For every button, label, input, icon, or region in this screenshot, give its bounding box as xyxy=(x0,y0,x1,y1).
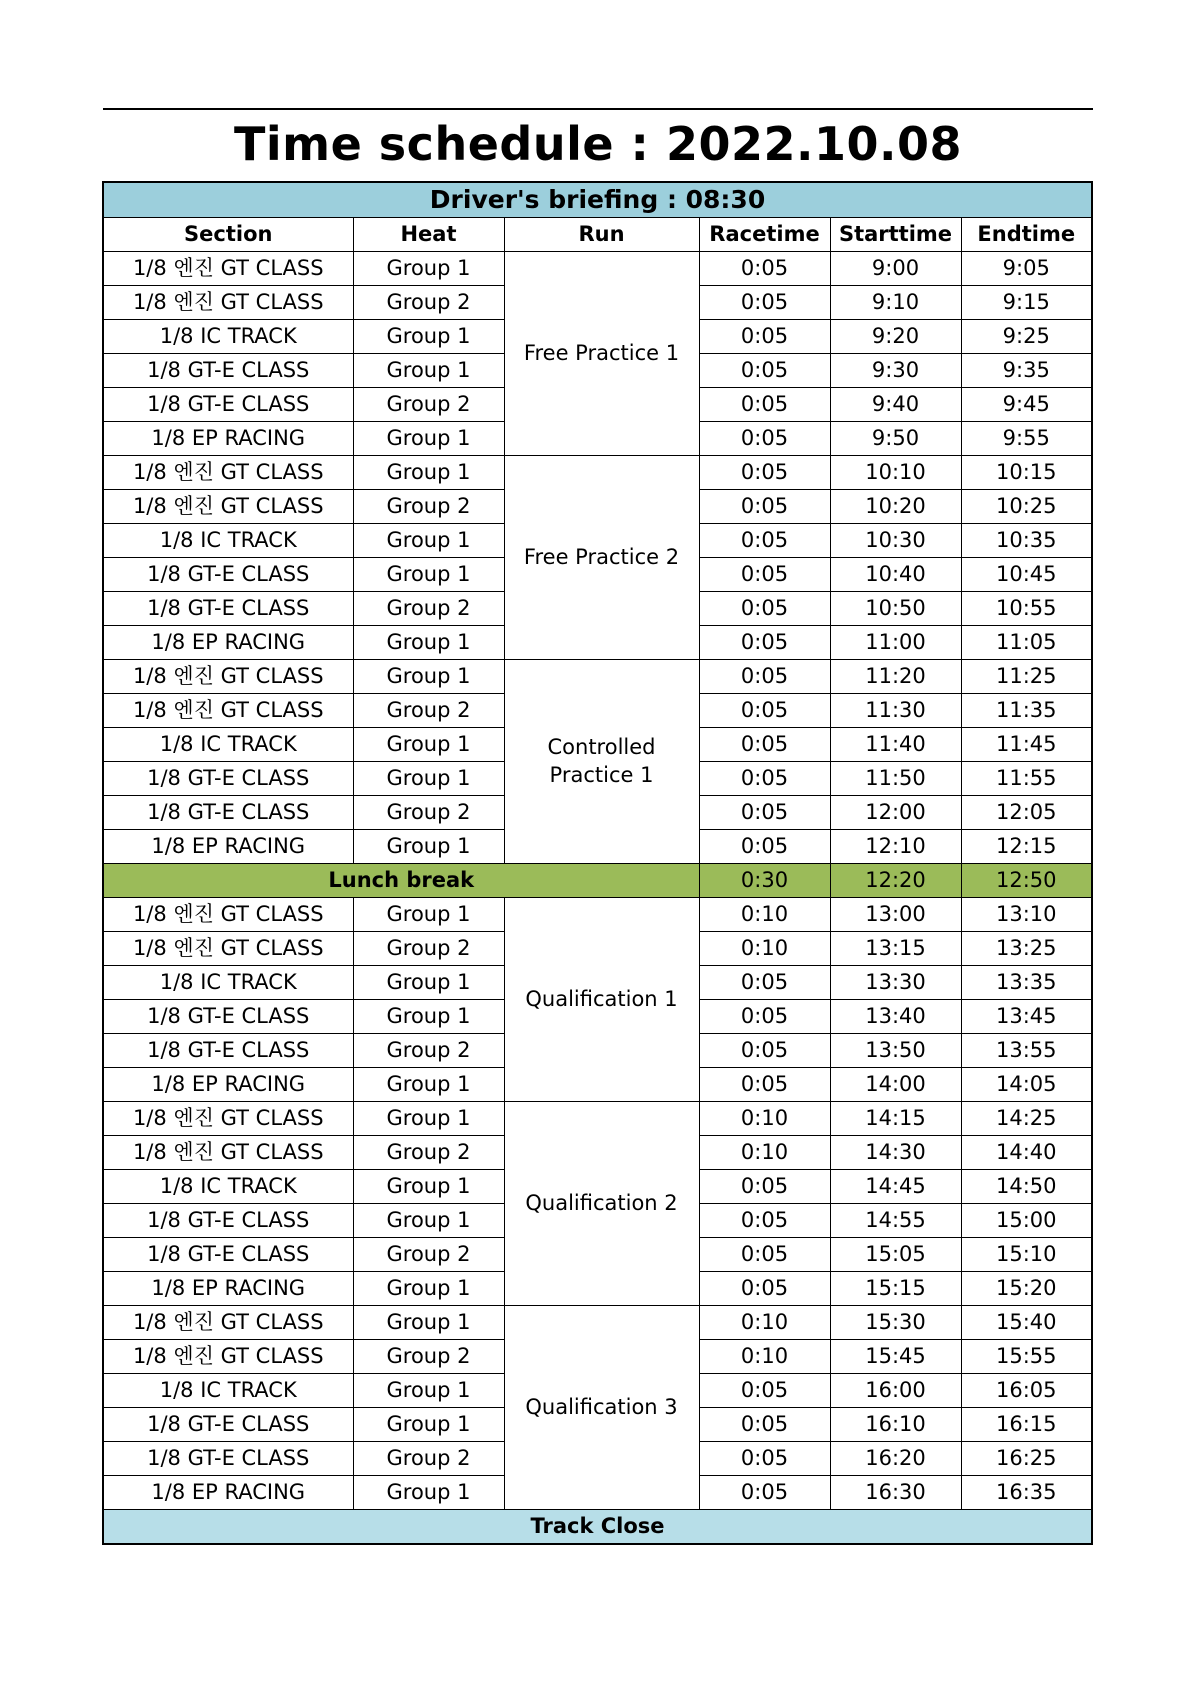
heat-cell: Group 2 xyxy=(353,1441,504,1475)
lunch-starttime: 12:20 xyxy=(830,863,961,897)
heat-cell: Group 2 xyxy=(353,931,504,965)
header-run: Run xyxy=(504,217,699,251)
starttime-cell: 9:40 xyxy=(830,387,961,421)
section-cell: 1/8 EP RACING xyxy=(103,421,353,455)
racetime-cell: 0:05 xyxy=(699,999,830,1033)
run-cell xyxy=(504,659,699,863)
section-cell: 1/8 EP RACING xyxy=(103,829,353,863)
racetime-cell: 0:05 xyxy=(699,1407,830,1441)
header-section: Section xyxy=(103,217,353,251)
starttime-cell: 9:50 xyxy=(830,421,961,455)
section-cell: 1/8 IC TRACK xyxy=(103,319,353,353)
racetime-cell: 0:05 xyxy=(699,523,830,557)
run-label: Free Practice 1 xyxy=(523,341,680,366)
endtime-cell: 9:35 xyxy=(961,353,1092,387)
section-cell: 1/8 엔진 GT CLASS xyxy=(103,1135,353,1169)
run-label: Qualification 1 xyxy=(525,987,678,1012)
section-cell: 1/8 엔진 GT CLASS xyxy=(103,659,353,693)
starttime-cell: 11:40 xyxy=(830,727,961,761)
racetime-cell: 0:05 xyxy=(699,795,830,829)
heat-cell: Group 2 xyxy=(353,1339,504,1373)
section-cell: 1/8 GT-E CLASS xyxy=(103,761,353,795)
starttime-cell: 9:10 xyxy=(830,285,961,319)
section-cell: 1/8 엔진 GT CLASS xyxy=(103,897,353,931)
heat-cell: Group 1 xyxy=(353,523,504,557)
endtime-cell: 9:55 xyxy=(961,421,1092,455)
heat-cell: Group 1 xyxy=(353,1373,504,1407)
heat-cell: Group 1 xyxy=(353,557,504,591)
starttime-cell: 14:15 xyxy=(830,1101,961,1135)
racetime-cell: 0:05 xyxy=(699,1271,830,1305)
heat-cell: Group 1 xyxy=(353,251,504,285)
starttime-cell: 13:30 xyxy=(830,965,961,999)
header-heat: Heat xyxy=(353,217,504,251)
briefing-cell: Driver's briefing : 08:30 xyxy=(103,182,1092,217)
endtime-cell: 13:55 xyxy=(961,1033,1092,1067)
endtime-cell: 16:15 xyxy=(961,1407,1092,1441)
endtime-cell: 10:45 xyxy=(961,557,1092,591)
endtime-cell: 9:05 xyxy=(961,251,1092,285)
header-row xyxy=(103,217,1092,251)
heat-cell: Group 1 xyxy=(353,1169,504,1203)
endtime-cell: 14:25 xyxy=(961,1101,1092,1135)
heat-cell: Group 1 xyxy=(353,727,504,761)
starttime-cell: 11:50 xyxy=(830,761,961,795)
endtime-cell: 9:45 xyxy=(961,387,1092,421)
endtime-cell: 14:40 xyxy=(961,1135,1092,1169)
section-cell: 1/8 EP RACING xyxy=(103,625,353,659)
starttime-cell: 16:00 xyxy=(830,1373,961,1407)
run-cell xyxy=(504,1305,699,1509)
section-cell: 1/8 GT-E CLASS xyxy=(103,1033,353,1067)
lunch-racetime: 0:30 xyxy=(699,863,830,897)
starttime-cell: 9:20 xyxy=(830,319,961,353)
starttime-cell: 14:45 xyxy=(830,1169,961,1203)
section-cell: 1/8 GT-E CLASS xyxy=(103,795,353,829)
section-cell: 1/8 GT-E CLASS xyxy=(103,999,353,1033)
heat-cell: Group 2 xyxy=(353,1237,504,1271)
racetime-cell: 0:05 xyxy=(699,387,830,421)
endtime-cell: 12:15 xyxy=(961,829,1092,863)
endtime-cell: 16:05 xyxy=(961,1373,1092,1407)
table-row xyxy=(103,455,1092,489)
section-cell: 1/8 엔진 GT CLASS xyxy=(103,931,353,965)
heat-cell: Group 1 xyxy=(353,1271,504,1305)
endtime-cell: 11:25 xyxy=(961,659,1092,693)
starttime-cell: 15:05 xyxy=(830,1237,961,1271)
section-cell: 1/8 GT-E CLASS xyxy=(103,1203,353,1237)
heat-cell: Group 1 xyxy=(353,421,504,455)
heat-cell: Group 1 xyxy=(353,1101,504,1135)
endtime-cell: 15:20 xyxy=(961,1271,1092,1305)
section-cell: 1/8 GT-E CLASS xyxy=(103,1237,353,1271)
racetime-cell: 0:05 xyxy=(699,1067,830,1101)
starttime-cell: 11:30 xyxy=(830,693,961,727)
section-cell: 1/8 엔진 GT CLASS xyxy=(103,251,353,285)
racetime-cell: 0:05 xyxy=(699,693,830,727)
starttime-cell: 14:00 xyxy=(830,1067,961,1101)
endtime-cell: 15:00 xyxy=(961,1203,1092,1237)
section-cell: 1/8 GT-E CLASS xyxy=(103,353,353,387)
endtime-cell: 10:25 xyxy=(961,489,1092,523)
table-row xyxy=(103,251,1092,285)
starttime-cell: 11:20 xyxy=(830,659,961,693)
run-label: Qualification 3 xyxy=(525,1395,678,1420)
section-cell: 1/8 엔진 GT CLASS xyxy=(103,489,353,523)
lunch-break-row xyxy=(103,863,1092,897)
starttime-cell: 13:15 xyxy=(830,931,961,965)
racetime-cell: 0:05 xyxy=(699,455,830,489)
lunch-endtime: 12:50 xyxy=(961,863,1092,897)
header-endtime: Endtime xyxy=(961,217,1092,251)
section-cell: 1/8 엔진 GT CLASS xyxy=(103,1101,353,1135)
heat-cell: Group 2 xyxy=(353,489,504,523)
starttime-cell: 14:55 xyxy=(830,1203,961,1237)
table-row xyxy=(103,1305,1092,1339)
section-cell: 1/8 엔진 GT CLASS xyxy=(103,455,353,489)
heat-cell: Group 1 xyxy=(353,455,504,489)
section-cell: 1/8 GT-E CLASS xyxy=(103,591,353,625)
heat-cell: Group 1 xyxy=(353,829,504,863)
page-title: Time schedule : 2022.10.08 xyxy=(234,117,962,171)
section-cell: 1/8 GT-E CLASS xyxy=(103,387,353,421)
section-cell: 1/8 엔진 GT CLASS xyxy=(103,1339,353,1373)
endtime-cell: 16:35 xyxy=(961,1475,1092,1509)
section-cell: 1/8 IC TRACK xyxy=(103,523,353,557)
starttime-cell: 13:40 xyxy=(830,999,961,1033)
endtime-cell: 13:10 xyxy=(961,897,1092,931)
starttime-cell: 16:30 xyxy=(830,1475,961,1509)
endtime-cell: 13:25 xyxy=(961,931,1092,965)
heat-cell: Group 2 xyxy=(353,591,504,625)
starttime-cell: 15:45 xyxy=(830,1339,961,1373)
racetime-cell: 0:05 xyxy=(699,1203,830,1237)
heat-cell: Group 2 xyxy=(353,1033,504,1067)
section-cell: 1/8 EP RACING xyxy=(103,1475,353,1509)
section-cell: 1/8 IC TRACK xyxy=(103,1373,353,1407)
racetime-cell: 0:05 xyxy=(699,1475,830,1509)
endtime-cell: 13:45 xyxy=(961,999,1092,1033)
starttime-cell: 16:10 xyxy=(830,1407,961,1441)
run-cell xyxy=(504,897,699,1101)
section-cell: 1/8 엔진 GT CLASS xyxy=(103,285,353,319)
endtime-cell: 10:35 xyxy=(961,523,1092,557)
racetime-cell: 0:05 xyxy=(699,625,830,659)
heat-cell: Group 1 xyxy=(353,319,504,353)
table-row xyxy=(103,1101,1092,1135)
starttime-cell: 13:00 xyxy=(830,897,961,931)
heat-cell: Group 1 xyxy=(353,625,504,659)
heat-cell: Group 1 xyxy=(353,1203,504,1237)
endtime-cell: 16:25 xyxy=(961,1441,1092,1475)
run-label: Controlled Practice 1 xyxy=(547,734,656,788)
racetime-cell: 0:05 xyxy=(699,761,830,795)
racetime-cell: 0:10 xyxy=(699,1101,830,1135)
run-cell xyxy=(504,455,699,659)
starttime-cell: 10:30 xyxy=(830,523,961,557)
heat-cell: Group 1 xyxy=(353,1407,504,1441)
starttime-cell: 10:50 xyxy=(830,591,961,625)
starttime-cell: 10:40 xyxy=(830,557,961,591)
heat-cell: Group 1 xyxy=(353,897,504,931)
heat-cell: Group 2 xyxy=(353,693,504,727)
racetime-cell: 0:05 xyxy=(699,1169,830,1203)
racetime-cell: 0:10 xyxy=(699,1135,830,1169)
endtime-cell: 14:05 xyxy=(961,1067,1092,1101)
starttime-cell: 12:00 xyxy=(830,795,961,829)
track-close-row xyxy=(103,1509,1092,1544)
section-cell: 1/8 IC TRACK xyxy=(103,965,353,999)
racetime-cell: 0:05 xyxy=(699,353,830,387)
endtime-cell: 15:55 xyxy=(961,1339,1092,1373)
endtime-cell: 15:40 xyxy=(961,1305,1092,1339)
racetime-cell: 0:05 xyxy=(699,965,830,999)
endtime-cell: 10:55 xyxy=(961,591,1092,625)
racetime-cell: 0:05 xyxy=(699,1373,830,1407)
racetime-cell: 0:10 xyxy=(699,1305,830,1339)
racetime-cell: 0:05 xyxy=(699,1033,830,1067)
starttime-cell: 15:15 xyxy=(830,1271,961,1305)
racetime-cell: 0:05 xyxy=(699,557,830,591)
section-cell: 1/8 GT-E CLASS xyxy=(103,1441,353,1475)
table-row xyxy=(103,897,1092,931)
section-cell: 1/8 IC TRACK xyxy=(103,727,353,761)
starttime-cell: 11:00 xyxy=(830,625,961,659)
starttime-cell: 10:10 xyxy=(830,455,961,489)
starttime-cell: 15:30 xyxy=(830,1305,961,1339)
endtime-cell: 11:35 xyxy=(961,693,1092,727)
table-row xyxy=(103,659,1092,693)
heat-cell: Group 1 xyxy=(353,1305,504,1339)
racetime-cell: 0:05 xyxy=(699,659,830,693)
starttime-cell: 14:30 xyxy=(830,1135,961,1169)
section-cell: 1/8 엔진 GT CLASS xyxy=(103,693,353,727)
heat-cell: Group 2 xyxy=(353,387,504,421)
heat-cell: Group 2 xyxy=(353,795,504,829)
endtime-cell: 10:15 xyxy=(961,455,1092,489)
run-cell xyxy=(504,251,699,455)
endtime-cell: 11:45 xyxy=(961,727,1092,761)
starttime-cell: 16:20 xyxy=(830,1441,961,1475)
track-close-cell: Track Close xyxy=(103,1509,1092,1544)
section-cell: 1/8 EP RACING xyxy=(103,1271,353,1305)
endtime-cell: 11:05 xyxy=(961,625,1092,659)
racetime-cell: 0:05 xyxy=(699,1237,830,1271)
title-rule xyxy=(103,108,1093,110)
heat-cell: Group 1 xyxy=(353,1067,504,1101)
heat-cell: Group 1 xyxy=(353,965,504,999)
endtime-cell: 9:15 xyxy=(961,285,1092,319)
endtime-cell: 14:50 xyxy=(961,1169,1092,1203)
run-cell xyxy=(504,1101,699,1305)
racetime-cell: 0:05 xyxy=(699,489,830,523)
racetime-cell: 0:10 xyxy=(699,897,830,931)
heat-cell: Group 1 xyxy=(353,761,504,795)
racetime-cell: 0:05 xyxy=(699,319,830,353)
racetime-cell: 0:05 xyxy=(699,591,830,625)
endtime-cell: 12:05 xyxy=(961,795,1092,829)
run-label: Free Practice 2 xyxy=(523,545,680,570)
starttime-cell: 9:30 xyxy=(830,353,961,387)
endtime-cell: 11:55 xyxy=(961,761,1092,795)
heat-cell: Group 1 xyxy=(353,659,504,693)
lunch-break-label: Lunch break xyxy=(103,863,699,897)
schedule-body xyxy=(103,182,1092,1509)
header-racetime: Racetime xyxy=(699,217,830,251)
racetime-cell: 0:10 xyxy=(699,931,830,965)
section-cell: 1/8 엔진 GT CLASS xyxy=(103,1305,353,1339)
starttime-cell: 13:50 xyxy=(830,1033,961,1067)
section-cell: 1/8 IC TRACK xyxy=(103,1169,353,1203)
racetime-cell: 0:05 xyxy=(699,829,830,863)
section-cell: 1/8 GT-E CLASS xyxy=(103,1407,353,1441)
racetime-cell: 0:05 xyxy=(699,727,830,761)
starttime-cell: 9:00 xyxy=(830,251,961,285)
starttime-cell: 12:10 xyxy=(830,829,961,863)
heat-cell: Group 1 xyxy=(353,1475,504,1509)
racetime-cell: 0:05 xyxy=(699,421,830,455)
header-starttime: Starttime xyxy=(830,217,961,251)
heat-cell: Group 1 xyxy=(353,353,504,387)
racetime-cell: 0:05 xyxy=(699,285,830,319)
briefing-row xyxy=(103,182,1092,217)
starttime-cell: 10:20 xyxy=(830,489,961,523)
heat-cell: Group 1 xyxy=(353,999,504,1033)
endtime-cell: 15:10 xyxy=(961,1237,1092,1271)
heat-cell: Group 2 xyxy=(353,1135,504,1169)
endtime-cell: 9:25 xyxy=(961,319,1092,353)
section-cell: 1/8 GT-E CLASS xyxy=(103,557,353,591)
run-label: Qualification 2 xyxy=(525,1191,678,1216)
schedule-table xyxy=(102,181,1093,1545)
racetime-cell: 0:10 xyxy=(699,1339,830,1373)
heat-cell: Group 2 xyxy=(353,285,504,319)
racetime-cell: 0:05 xyxy=(699,251,830,285)
section-cell: 1/8 EP RACING xyxy=(103,1067,353,1101)
racetime-cell: 0:05 xyxy=(699,1441,830,1475)
endtime-cell: 13:35 xyxy=(961,965,1092,999)
